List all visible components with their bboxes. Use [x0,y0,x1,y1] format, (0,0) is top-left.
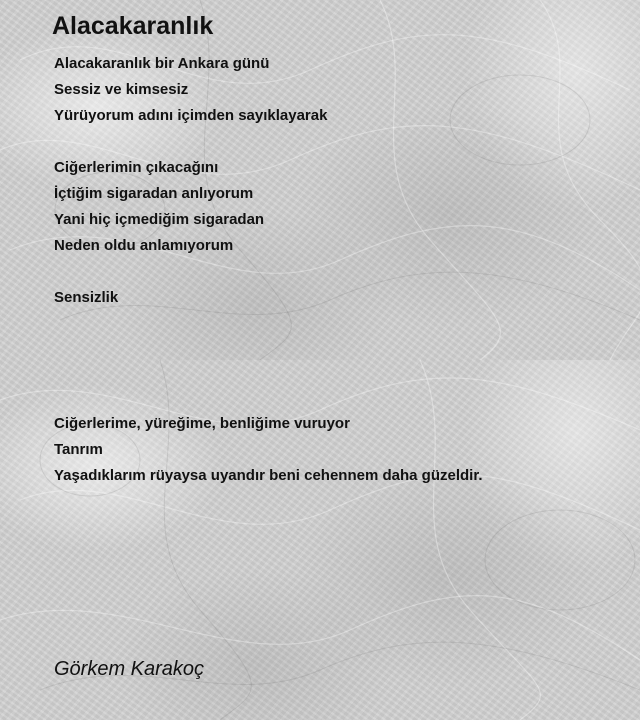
poem-line: Ciğerlerime, yüreğime, benliğime vuruyor [54,415,350,432]
poem-line: Ciğerlerimin çıkacağını [54,159,219,176]
poem-line: Yaşadıklarım rüyaysa uyandır beni cehennem daha güzeldir. [54,467,483,484]
poem-title: Alacakaranlık [52,12,214,40]
stanza-1 [54,51,327,129]
poem-line: Sensizlik [54,289,119,306]
poem-line: Yürüyorum adını içimden sayıklayarak [54,107,328,124]
poem-line: Neden oldu anlamıyorum [54,237,234,254]
poem-line: Sessiz ve kimsesiz [54,81,189,98]
poem-line: İçtiğim sigaradan anlıyorum [54,185,254,202]
stanza-3 [54,285,118,311]
poem-line: Alacakaranlık bir Ankara günü [54,55,270,72]
poem-author: Görkem Karakoç [54,658,205,680]
poem-line: Tanrım [54,441,103,458]
poem-line: Yani hiç içmediğim sigaradan [54,211,265,228]
stanza-2 [54,155,264,259]
stanza-4 [54,411,483,489]
